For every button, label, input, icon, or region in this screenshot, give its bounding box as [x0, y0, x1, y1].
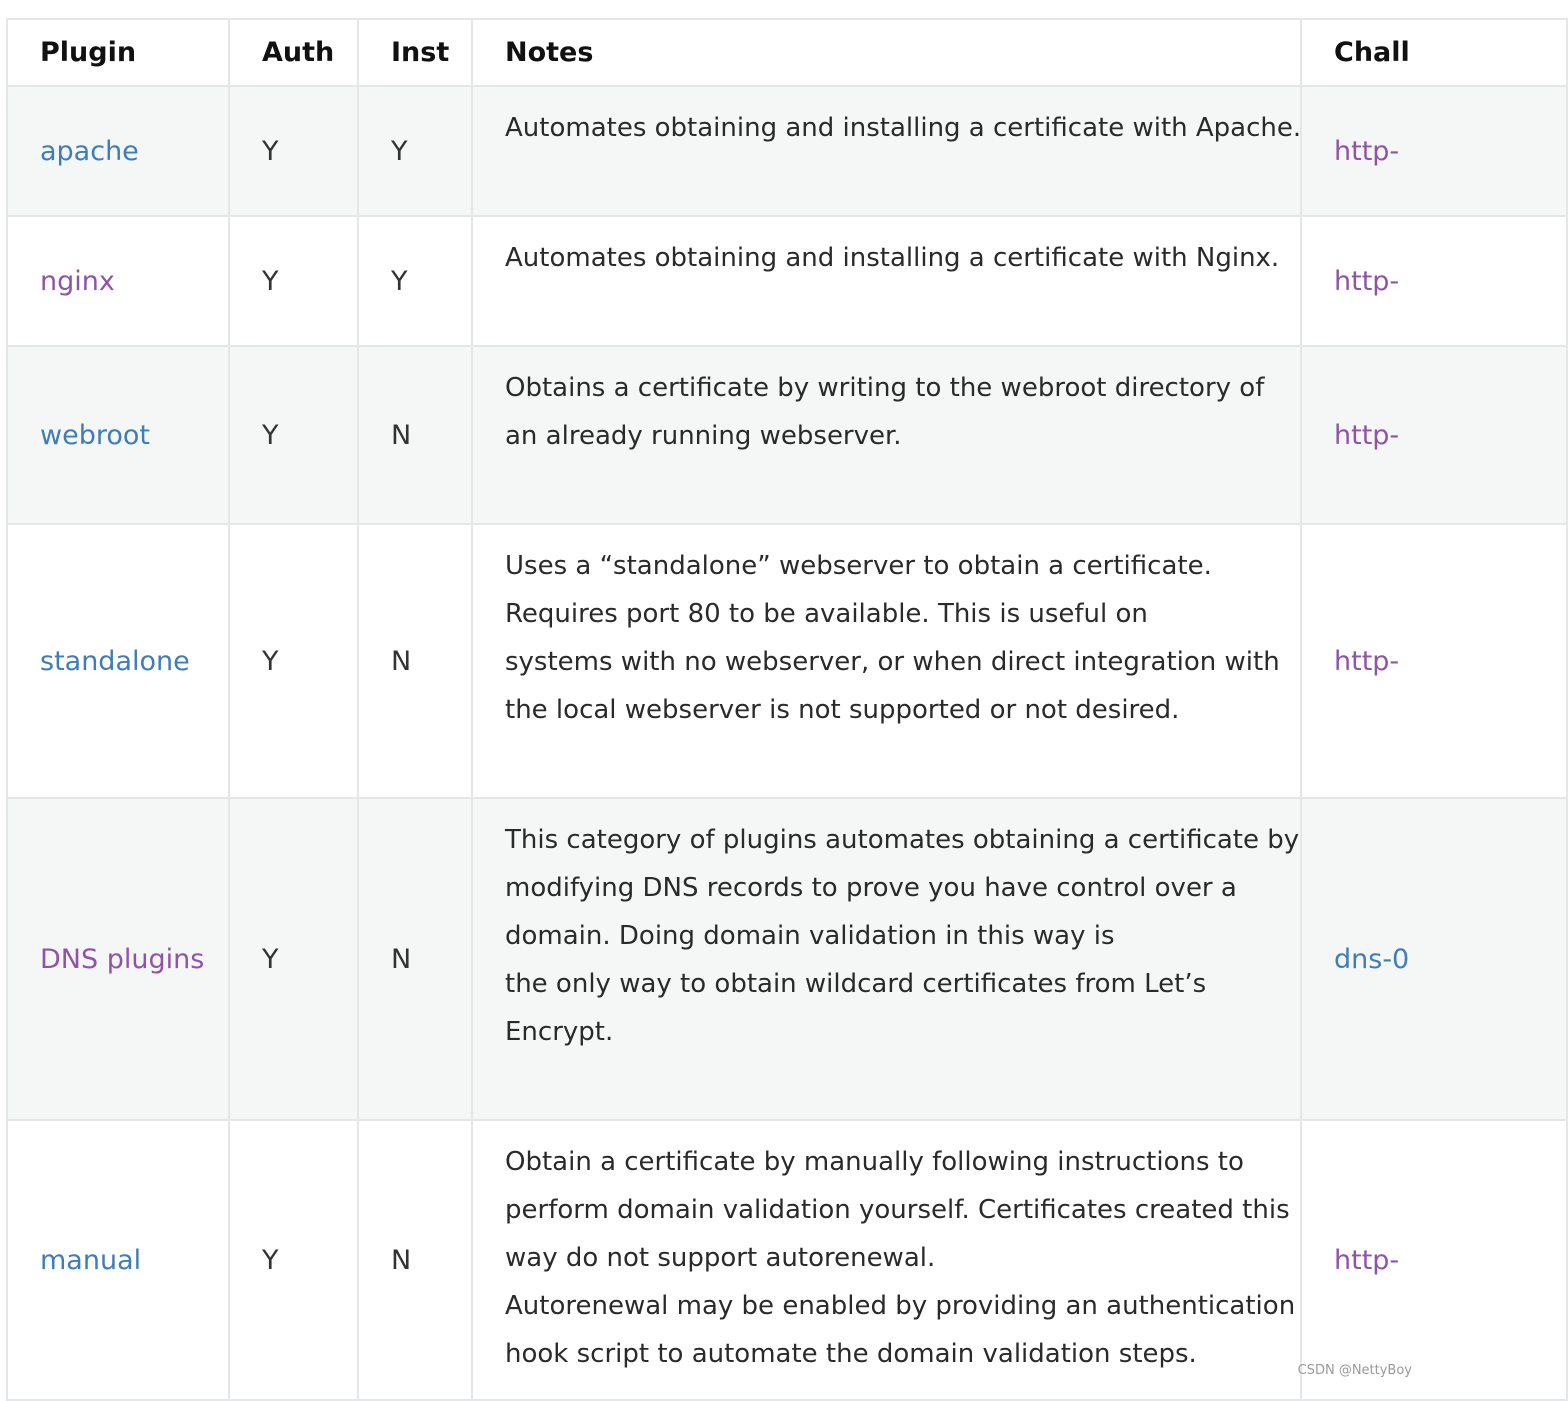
challenge-link[interactable]: http- — [1334, 645, 1400, 677]
cell-plugin — [7, 798, 229, 1120]
plugin-link[interactable]: manual — [40, 1244, 142, 1276]
plugin-link[interactable]: DNS plugins — [40, 943, 205, 975]
cell-notes — [472, 86, 1301, 216]
header-auth: Auth — [229, 19, 358, 86]
note-line: perform domain validation yourself. Certificates created this — [505, 1195, 1290, 1225]
plugin-link[interactable]: standalone — [40, 645, 190, 677]
note-line: Obtains a certificate by writing to the webroot directory of — [505, 373, 1265, 403]
cell-auth: Y — [229, 1120, 358, 1400]
header-plugin: Plugin — [7, 19, 229, 86]
challenge-link[interactable]: http- — [1334, 135, 1400, 167]
plugin-link[interactable]: webroot — [40, 419, 150, 451]
note-line: systems with no webserver, or when direct integration with — [505, 647, 1280, 677]
cell-inst: N — [358, 346, 472, 524]
note-line: Requires port 80 to be available. This is useful on — [505, 599, 1148, 629]
table-row — [7, 346, 1567, 524]
note-line: Encrypt. — [505, 1017, 614, 1047]
table-row — [7, 1120, 1567, 1400]
challenge-link[interactable]: http- — [1334, 419, 1400, 451]
header-notes: Notes — [472, 19, 1301, 86]
note-line: modifying DNS records to prove you have control over a — [505, 873, 1237, 903]
note-line: the local webserver is not supported or not desired. — [505, 695, 1180, 725]
note-line: This category of plugins automates obtaining a certificate by — [505, 825, 1300, 855]
cell-plugin — [7, 346, 229, 524]
table-body — [7, 86, 1567, 1400]
cell-notes — [472, 1120, 1301, 1400]
note-line: way do not support autorenewal. — [505, 1243, 936, 1273]
header-challenge: Chall — [1301, 19, 1567, 86]
challenge-link[interactable]: http- — [1334, 265, 1400, 297]
cell-plugin — [7, 216, 229, 346]
plugin-link[interactable]: apache — [40, 135, 139, 167]
cell-challenge — [1301, 524, 1567, 798]
table-viewport[interactable] — [6, 18, 1410, 1386]
cell-auth: Y — [229, 346, 358, 524]
header-inst: Inst — [358, 19, 472, 86]
cell-challenge — [1301, 346, 1567, 524]
cell-plugin — [7, 524, 229, 798]
cell-challenge — [1301, 86, 1567, 216]
cell-auth: Y — [229, 216, 358, 346]
cell-inst: Y — [358, 86, 472, 216]
cell-plugin — [7, 1120, 229, 1400]
note-line: the only way to obtain wildcard certificates from Let’s — [505, 969, 1207, 999]
table-row — [7, 524, 1567, 798]
cell-notes — [472, 798, 1301, 1120]
note-line: Automates obtaining and installing a certificate with Apache. — [505, 113, 1302, 143]
cell-plugin — [7, 86, 229, 216]
cell-challenge — [1301, 798, 1567, 1120]
note-line: Obtain a certificate by manually following instructions to — [505, 1147, 1244, 1177]
note-line: an already running webserver. — [505, 421, 902, 451]
cell-inst: N — [358, 798, 472, 1120]
cell-inst: N — [358, 1120, 472, 1400]
table-header-row — [7, 19, 1567, 86]
table-row — [7, 798, 1567, 1120]
note-line: Autorenewal may be enabled by providing an authentication — [505, 1291, 1296, 1321]
note-line: hook script to automate the domain validation steps. — [505, 1339, 1197, 1369]
challenge-link[interactable]: http- — [1334, 1244, 1400, 1276]
cell-inst: Y — [358, 216, 472, 346]
note-line: domain. Doing domain validation in this way is — [505, 921, 1115, 951]
cell-auth: Y — [229, 524, 358, 798]
cell-challenge — [1301, 1120, 1567, 1400]
watermark: CSDN @NettyBoy — [1297, 1363, 1412, 1378]
cell-inst: N — [358, 524, 472, 798]
cell-notes — [472, 216, 1301, 346]
challenge-link[interactable]: dns-0 — [1334, 943, 1410, 975]
note-line: Uses a “standalone” webserver to obtain a certificate. — [505, 551, 1212, 581]
table-row — [7, 86, 1567, 216]
cell-auth: Y — [229, 86, 358, 216]
cell-notes — [472, 524, 1301, 798]
cell-auth: Y — [229, 798, 358, 1120]
note-line: Automates obtaining and installing a certificate with Nginx. — [505, 243, 1280, 273]
cell-notes — [472, 346, 1301, 524]
table-row — [7, 216, 1567, 346]
cell-challenge — [1301, 216, 1567, 346]
plugins-table — [6, 18, 1568, 1401]
plugin-link[interactable]: nginx — [40, 265, 115, 297]
